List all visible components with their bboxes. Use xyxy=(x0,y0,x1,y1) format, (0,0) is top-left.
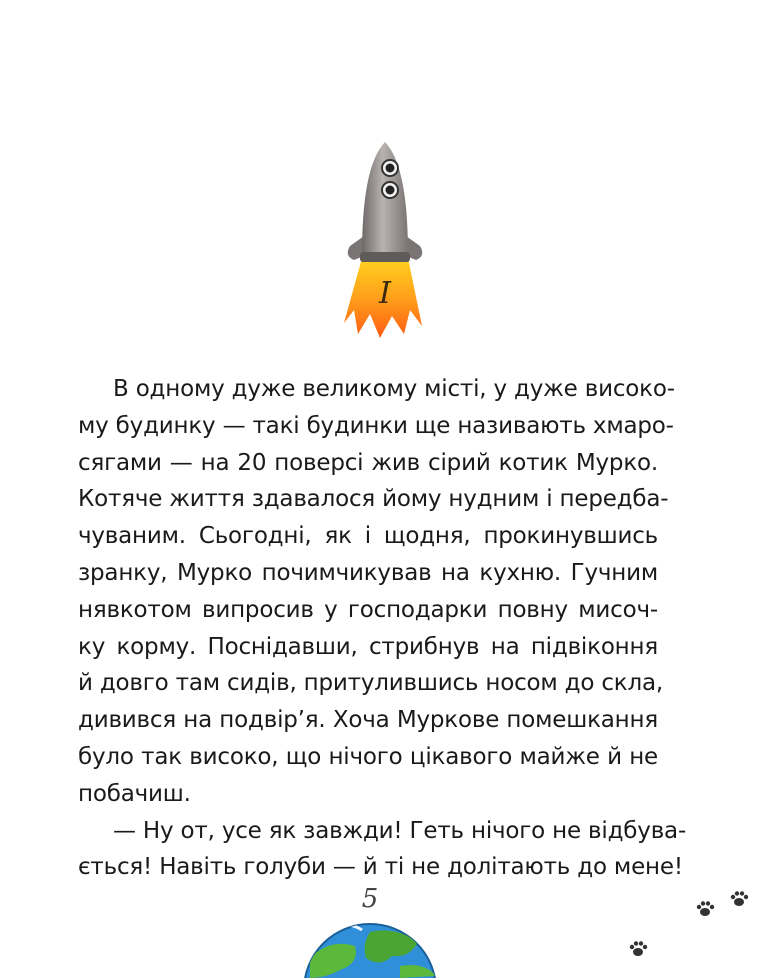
text-line: було так високо, що нічого цікавого майже й не xyxy=(78,743,658,770)
text-line: — Ну от, усе як завжди! Геть нічого не відбува- xyxy=(113,817,687,844)
paw-print-icon xyxy=(694,898,716,920)
text-line: зранку, Мурко почимчикував на кухню. Гучним xyxy=(78,559,658,586)
chapter-numeral: I xyxy=(379,276,391,311)
text-line: й довго там сидів, притулившись носом до скла, xyxy=(78,670,663,697)
text-line: чуваним. Сьогодні, як і щодня, прокинувшись xyxy=(78,523,658,550)
text-line: му будинку — такі будинки ще називають хмаро- xyxy=(78,412,674,439)
page-number: 5 xyxy=(361,884,379,914)
globe-icon xyxy=(300,918,440,978)
paw-print-icon xyxy=(627,938,649,960)
rocket-icon xyxy=(340,138,430,343)
text-line: Котяче життя здавалося йому нудним і передба- xyxy=(78,486,669,513)
text-line: нявкотом випросив у господарки повну мисоч- xyxy=(78,596,658,623)
text-line: В одному дуже великому місті, у дуже високо- xyxy=(113,376,675,402)
text-line: ється! Навіть голуби — й ті не долітають до мене! xyxy=(78,854,683,881)
paw-print-icon xyxy=(728,888,750,910)
text-line: ку корму. Поснідавши, стрибнув на підвіконня xyxy=(78,633,658,660)
story-text xyxy=(78,371,687,886)
text-line: сягами — на 20 поверсі жив сірий котик Мурко. xyxy=(78,449,658,476)
text-line: дивився на подвір’я. Хоча Муркове помешкання xyxy=(78,707,658,734)
text-line: побачиш. xyxy=(78,780,191,807)
